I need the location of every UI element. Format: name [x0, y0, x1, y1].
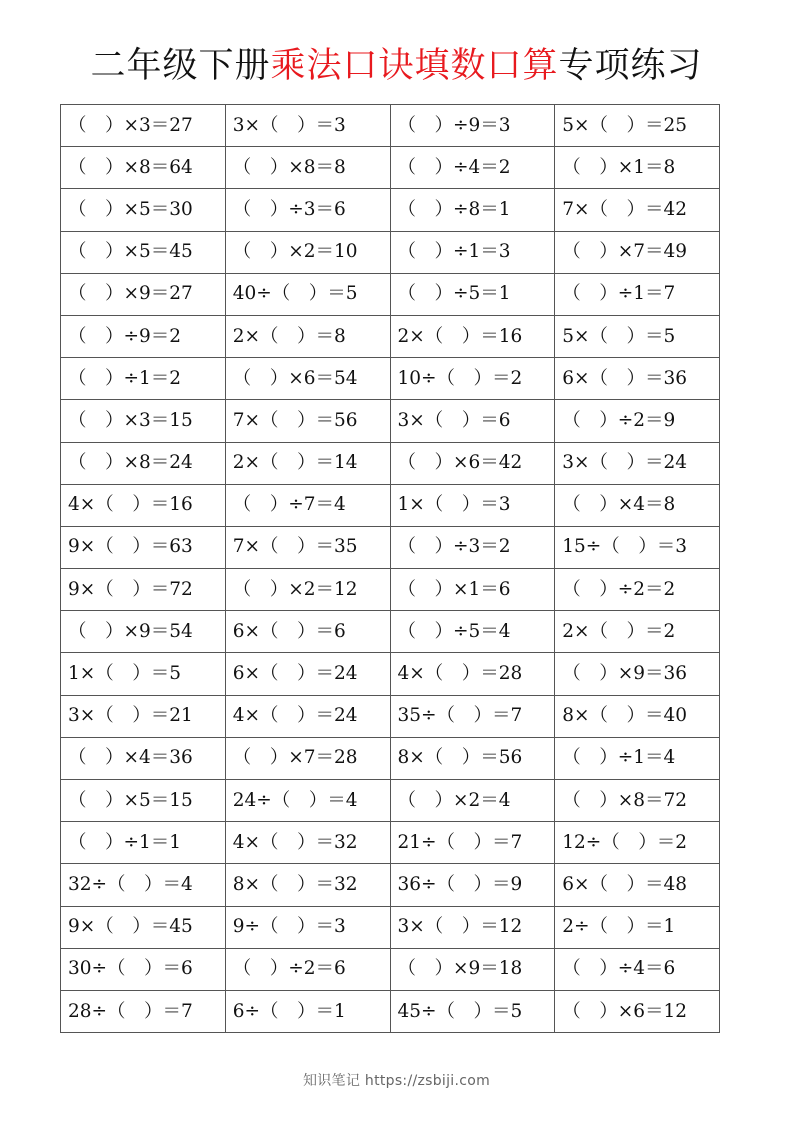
exercise-cell: 3×（ ）＝21 [61, 695, 226, 737]
exercise-cell: 30÷（ ）＝6 [61, 948, 226, 990]
exercise-cell: （ ）×8＝8 [225, 147, 390, 189]
exercise-row [61, 569, 720, 611]
exercise-row [61, 358, 720, 400]
page-title [0, 38, 793, 94]
exercise-cell: 8×（ ）＝40 [555, 695, 720, 737]
exercise-cell: （ ）×8＝24 [61, 442, 226, 484]
exercise-cell: 4×（ ）＝28 [390, 653, 555, 695]
exercise-cell: 6×（ ）＝6 [225, 611, 390, 653]
exercise-cell: （ ）÷4＝2 [390, 147, 555, 189]
exercise-cell: 7×（ ）＝42 [555, 189, 720, 231]
exercise-row [61, 231, 720, 273]
exercise-row [61, 147, 720, 189]
exercise-row [61, 906, 720, 948]
exercise-cell: 8×（ ）＝56 [390, 737, 555, 779]
exercise-cell: （ ）÷1＝7 [555, 273, 720, 315]
exercise-cell: （ ）×5＝45 [61, 231, 226, 273]
exercise-cell: 7×（ ）＝56 [225, 400, 390, 442]
exercise-cell: 3×（ ）＝6 [390, 400, 555, 442]
exercise-cell: （ ）×8＝72 [555, 780, 720, 822]
title-grade: 二年级下册 [90, 46, 271, 86]
exercise-row [61, 990, 720, 1032]
exercise-cell: 4×（ ）＝32 [225, 822, 390, 864]
exercise-cell: （ ）÷2＝2 [555, 569, 720, 611]
footer-watermark: 知识笔记 https://zsbiji.com [302, 1073, 491, 1089]
exercise-cell: 12÷（ ）＝2 [555, 822, 720, 864]
exercise-cell: （ ）×9＝18 [390, 948, 555, 990]
exercise-cell: （ ）×4＝8 [555, 484, 720, 526]
exercise-cell: 6×（ ）＝24 [225, 653, 390, 695]
title-practice: 专项练习 [558, 46, 703, 86]
exercise-cell: 36÷（ ）＝9 [390, 864, 555, 906]
exercise-cell: （ ）×1＝6 [390, 569, 555, 611]
exercise-row [61, 737, 720, 779]
exercise-row [61, 864, 720, 906]
exercise-cell: 6×（ ）＝36 [555, 358, 720, 400]
exercise-row [61, 653, 720, 695]
exercise-cell: 15÷（ ）＝3 [555, 526, 720, 568]
exercise-row [61, 822, 720, 864]
exercise-cell: （ ）×7＝28 [225, 737, 390, 779]
exercise-table [60, 104, 720, 1033]
exercise-cell: （ ）×6＝12 [555, 990, 720, 1032]
title-topic: 乘法口诀填数口算 [270, 46, 559, 86]
exercise-cell: 9×（ ）＝72 [61, 569, 226, 611]
exercise-row [61, 315, 720, 357]
exercise-cell: （ ）÷1＝2 [61, 358, 226, 400]
exercise-cell: 4×（ ）＝24 [225, 695, 390, 737]
exercise-cell: 35÷（ ）＝7 [390, 695, 555, 737]
exercise-cell: （ ）÷5＝1 [390, 273, 555, 315]
exercise-cell: 10÷（ ）＝2 [390, 358, 555, 400]
exercise-cell: （ ）×6＝42 [390, 442, 555, 484]
exercise-cell: 5×（ ）＝25 [555, 105, 720, 147]
exercise-row [61, 695, 720, 737]
exercise-cell: （ ）×3＝15 [61, 400, 226, 442]
exercise-cell: （ ）×5＝15 [61, 780, 226, 822]
exercise-cell: （ ）÷9＝2 [61, 315, 226, 357]
exercise-cell: 3×（ ）＝24 [555, 442, 720, 484]
exercise-row [61, 189, 720, 231]
exercise-cell: （ ）÷7＝4 [225, 484, 390, 526]
exercise-cell: 5×（ ）＝5 [555, 315, 720, 357]
exercise-cell: （ ）×3＝27 [61, 105, 226, 147]
exercise-cell: 2×（ ）＝14 [225, 442, 390, 484]
exercise-row [61, 273, 720, 315]
exercise-cell: 2×（ ）＝2 [555, 611, 720, 653]
exercise-cell: （ ）÷2＝6 [225, 948, 390, 990]
exercise-row [61, 611, 720, 653]
exercise-cell: 9÷（ ）＝3 [225, 906, 390, 948]
exercise-cell: 2×（ ）＝8 [225, 315, 390, 357]
exercise-cell: 40÷（ ）＝5 [225, 273, 390, 315]
exercise-cell: （ ）×9＝36 [555, 653, 720, 695]
exercise-cell: （ ）×9＝54 [61, 611, 226, 653]
exercise-row [61, 442, 720, 484]
exercise-cell: （ ）÷3＝6 [225, 189, 390, 231]
exercise-cell: （ ）÷2＝9 [555, 400, 720, 442]
exercise-cell: （ ）×2＝4 [390, 780, 555, 822]
exercise-row [61, 400, 720, 442]
exercise-row [61, 105, 720, 147]
exercise-cell: 8×（ ）＝32 [225, 864, 390, 906]
exercise-cell: 21÷（ ）＝7 [390, 822, 555, 864]
exercise-cell: （ ）÷4＝6 [555, 948, 720, 990]
exercise-cell: （ ）÷8＝1 [390, 189, 555, 231]
exercise-cell: 9×（ ）＝45 [61, 906, 226, 948]
exercise-cell: 6×（ ）＝48 [555, 864, 720, 906]
exercise-cell: （ ）×4＝36 [61, 737, 226, 779]
exercise-cell: 1×（ ）＝3 [390, 484, 555, 526]
exercise-cell: （ ）÷9＝3 [390, 105, 555, 147]
exercise-row [61, 780, 720, 822]
exercise-cell: （ ）×2＝12 [225, 569, 390, 611]
exercise-cell: 9×（ ）＝63 [61, 526, 226, 568]
exercise-cell: （ ）÷3＝2 [390, 526, 555, 568]
exercise-cell: 7×（ ）＝35 [225, 526, 390, 568]
exercise-cell: 2×（ ）＝16 [390, 315, 555, 357]
exercise-cell: 6÷（ ）＝1 [225, 990, 390, 1032]
exercise-cell: 3×（ ）＝12 [390, 906, 555, 948]
exercise-cell: （ ）÷1＝1 [61, 822, 226, 864]
exercise-cell: 45÷（ ）＝5 [390, 990, 555, 1032]
exercise-cell: （ ）×7＝49 [555, 231, 720, 273]
exercise-row [61, 484, 720, 526]
exercise-cell: （ ）÷1＝4 [555, 737, 720, 779]
exercise-cell: 2÷（ ）＝1 [555, 906, 720, 948]
exercise-cell: （ ）×5＝30 [61, 189, 226, 231]
exercise-row [61, 948, 720, 990]
exercise-cell: （ ）×6＝54 [225, 358, 390, 400]
exercise-table-body [61, 105, 720, 1033]
exercise-cell: （ ）×2＝10 [225, 231, 390, 273]
exercise-cell: 28÷（ ）＝7 [61, 990, 226, 1032]
exercise-row [61, 526, 720, 568]
exercise-cell: （ ）×9＝27 [61, 273, 226, 315]
exercise-cell: 4×（ ）＝16 [61, 484, 226, 526]
exercise-cell: （ ）÷5＝4 [390, 611, 555, 653]
exercise-cell: （ ）×8＝64 [61, 147, 226, 189]
exercise-cell: （ ）÷1＝3 [390, 231, 555, 273]
exercise-cell: 32÷（ ）＝4 [61, 864, 226, 906]
exercise-cell: 3×（ ）＝3 [225, 105, 390, 147]
exercise-cell: 24÷（ ）＝4 [225, 780, 390, 822]
exercise-cell: 1×（ ）＝5 [61, 653, 226, 695]
exercise-cell: （ ）×1＝8 [555, 147, 720, 189]
